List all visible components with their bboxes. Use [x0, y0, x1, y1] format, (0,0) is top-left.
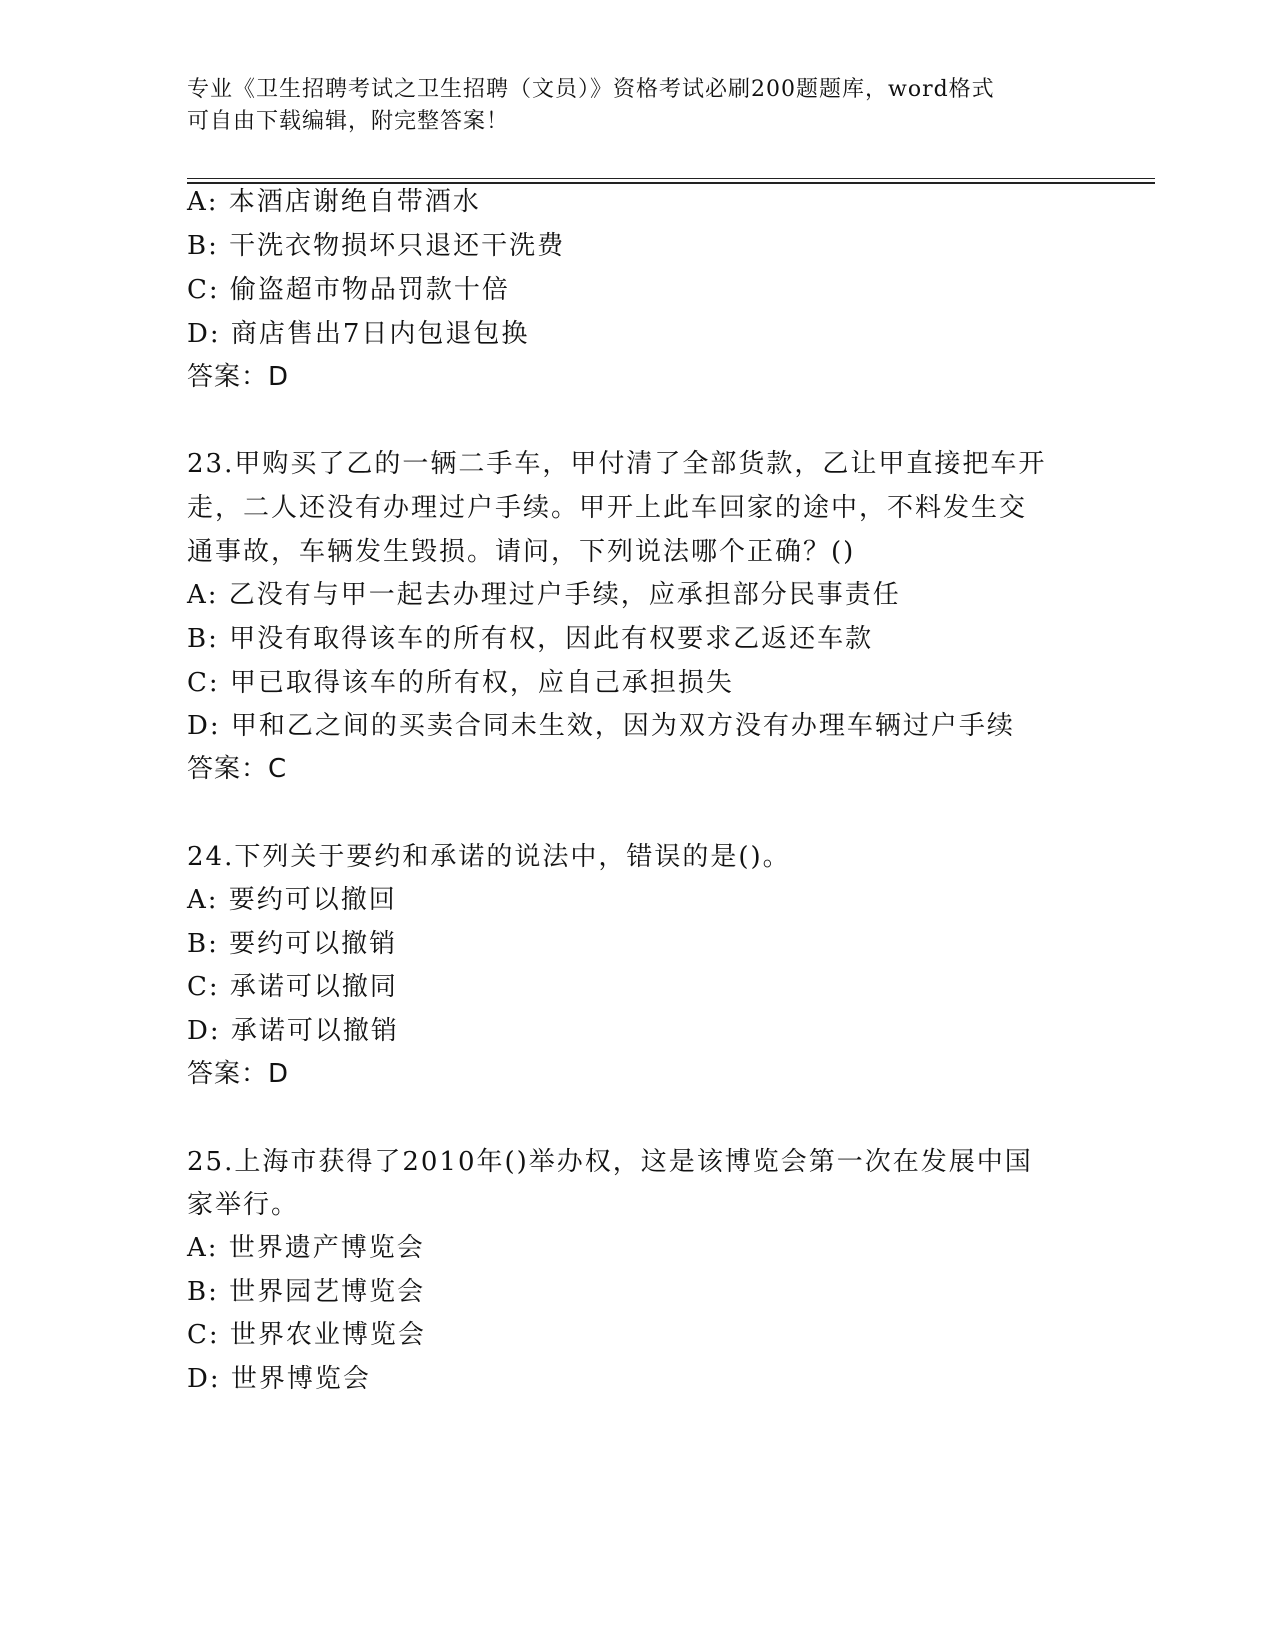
q22-option-b: B: 干洗衣物损坏只退还干洗费	[187, 231, 566, 261]
document-header	[187, 74, 1067, 138]
q23-option-b: B: 甲没有取得该车的所有权，因此有权要求乙返还车款	[187, 624, 874, 654]
q23-stem-line-2: 走，二人还没有办理过户手续。甲开上此车回家的途中，不料发生交	[187, 493, 1028, 523]
q23-stem-line-3: 通事故，车辆发生毁损。请问，下列说法哪个正确？()	[187, 537, 856, 567]
q22-option-c: C: 偷盗超市物品罚款十倍	[187, 275, 510, 305]
q25-option-b: B: 世界园艺博览会	[187, 1277, 426, 1307]
q22-answer: 答案：D	[187, 362, 290, 392]
q24-answer: 答案：D	[187, 1059, 290, 1089]
q23-answer: 答案：C	[187, 754, 288, 784]
q23-option-d: D: 甲和乙之间的买卖合同未生效，因为双方没有办理车辆过户手续	[187, 711, 1015, 741]
q25-option-a: A: 世界遗产博览会	[187, 1233, 425, 1263]
q24-option-a: A: 要约可以撤回	[187, 885, 397, 915]
q25-stem-line-2: 家举行。	[187, 1190, 300, 1220]
q24-option-b: B: 要约可以撤销	[187, 929, 398, 959]
header-line-2: 可自由下载编辑，附完整答案！	[187, 109, 510, 134]
header-divider	[187, 178, 1155, 184]
q23-option-c: C: 甲已取得该车的所有权，应自己承担损失	[187, 668, 734, 698]
header-line-1: 专业《卫生招聘考试之卫生招聘（文员）》资格考试必刷200题题库，word格式	[187, 77, 995, 102]
q23-option-a: A: 乙没有与甲一起去办理过户手续，应承担部分民事责任	[187, 580, 901, 610]
q24-option-c: C: 承诺可以撤同	[187, 972, 398, 1002]
q24-stem-line-1: 24.下列关于要约和承诺的说法中，错误的是()。	[187, 842, 791, 872]
q25-stem-line-1: 25.上海市获得了2010年()举办权，这是该博览会第一次在发展中国	[187, 1147, 1033, 1177]
q25-option-c: C: 世界农业博览会	[187, 1320, 426, 1350]
q22-option-d: D: 商店售出7日内包退包换	[187, 319, 530, 349]
q25-option-d: D: 世界博览会	[187, 1364, 371, 1394]
q24-option-d: D: 承诺可以撤销	[187, 1016, 399, 1046]
q22-option-a: A: 本酒店谢绝自带酒水	[187, 187, 481, 217]
q23-stem-line-1: 23.甲购买了乙的一辆二手车，甲付清了全部货款，乙让甲直接把车开	[187, 449, 1047, 479]
